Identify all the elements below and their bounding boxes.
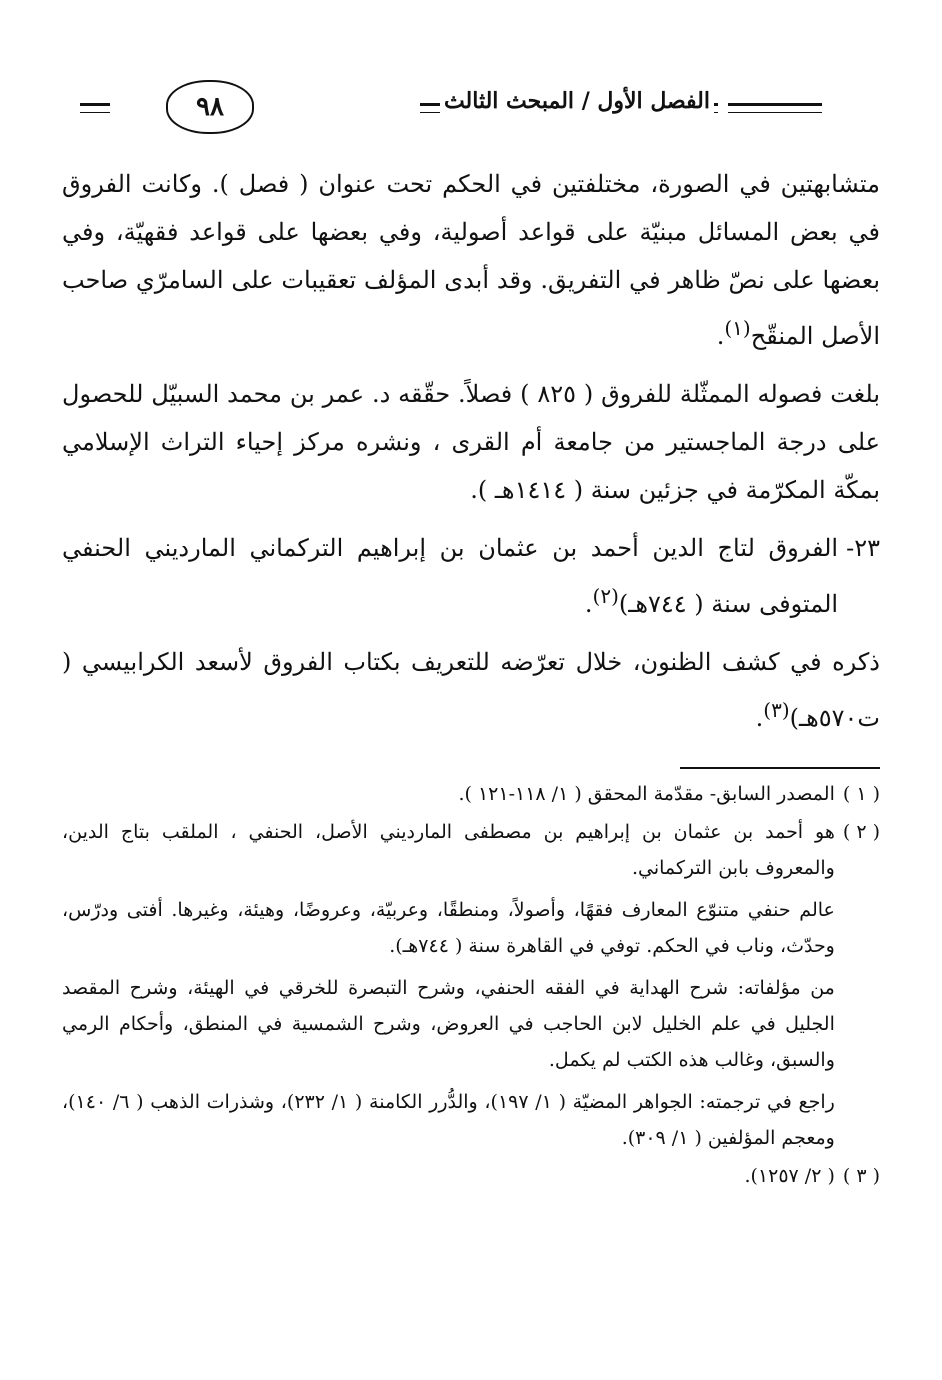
item-23-text: الفروق لتاج الدين أحمد بن عثمان بن إبراهيم التركماني المارديني الحنفي المتوفى سنة ( ٧٤٤هـ) bbox=[62, 534, 839, 618]
paragraph-1-text: متشابهتين في الصورة، مختلفتين في الحكم تحت عنوان ( فصل ). وكانت الفروق في بعض المسائل مبنيّة على قواعد أصولية، وفي بعضها على قواعد فقهيّة، وفي بعضها على نصّ ظاهر في التفريق. وقد أبدى المؤلف تعقيبات على السامرّي صاحب الأصل المنقّح bbox=[62, 170, 880, 350]
paragraph-3 bbox=[62, 638, 880, 742]
page-number: ٩٨ bbox=[166, 80, 254, 134]
header-rule-right bbox=[728, 103, 822, 113]
list-item-number: ٢٣- bbox=[846, 534, 880, 562]
footnote-body bbox=[62, 1158, 835, 1194]
list-item-23 bbox=[62, 524, 880, 628]
footnote-3-text: ( ٢/ ١٢٥٧). bbox=[744, 1165, 835, 1187]
footnotes bbox=[62, 776, 880, 1196]
footnote-2-text-3: من مؤلفاته: شرح الهداية في الفقه الحنفي، وشرح التبصرة للخرقي في الهيئة، وشرح المقصد الجليل في علم الخليل لابن الحاجب في العروض، وشرح الشمسية في المنطق، وأحكام الرمي والسبق، وغالب هذه الكتب لم يكمل. bbox=[62, 977, 835, 1071]
footnote-ref-2: (٢) bbox=[592, 584, 619, 608]
footnote-2-text-1: هو أحمد بن عثمان بن إبراهيم بن مصطفى المارديني الأصل، الحنفي ، الملقب بتاج الدين، والمعروف بابن التركماني. bbox=[62, 821, 835, 879]
paragraph-3-end: . bbox=[755, 704, 764, 732]
list-item-text bbox=[62, 524, 838, 628]
footnote-1-text: المصدر السابق- مقدّمة المحقق ( ١/ ١١٨-١٢١ ). bbox=[458, 783, 835, 805]
footnote-body bbox=[62, 776, 835, 812]
footnote-2-text-2: عالم حنفي متنوّع المعارف فقهًا، وأصولاً، ومنطقًا، وعربيّة، وعروضًا، وهيئة، وغيرها. أفتى ودرّس، وحدّث، وناب في الحكم. توفي في القاهرة سنة ( ٧٤٤هـ). bbox=[62, 899, 835, 957]
footnote-1 bbox=[62, 776, 880, 812]
footnote-3 bbox=[62, 1158, 880, 1194]
footnote-ref-1: (١) bbox=[724, 316, 751, 340]
paragraph-1 bbox=[62, 160, 880, 360]
footnote-number: ( ٣ ) bbox=[842, 1165, 880, 1187]
footnote-body bbox=[62, 814, 835, 1156]
paragraph-2: بلغت فصوله الممثّلة للفروق ( ٨٢٥ ) فصلاً. حقّقه د. عمر بن محمد السبيّل للحصول على درجة الماجستير من جامعة أم القرى ، ونشره مركز إحياء التراث الإسلامي بمكّة المكرّمة في جزئين سنة ( ١٤١٤هـ ). bbox=[62, 380, 880, 504]
footnote-2 bbox=[62, 814, 880, 1156]
page-header bbox=[60, 80, 822, 136]
footnote-2-text-4: راجع في ترجمته: الجواهر المضيّة ( ١/ ١٩٧)، والدُّرر الكامنة ( ١/ ٢٣٢)، وشذرات الذهب ( ٦/ ١٤٠)، ومعجم المؤلفين ( ١/ ٣٠٩). bbox=[62, 1091, 835, 1149]
footnote-ref-3: (٣) bbox=[763, 698, 790, 722]
main-text bbox=[62, 160, 880, 752]
item-23-end: . bbox=[584, 590, 593, 618]
footnote-number: ( ٢ ) bbox=[842, 821, 880, 843]
footnote-number: ( ١ ) bbox=[842, 783, 880, 805]
header-rule-left bbox=[80, 103, 110, 113]
footnote-separator bbox=[680, 767, 880, 769]
paragraph-3-text: ذكره في كشف الظنون، خلال تعرّضه للتعريف بكتاب الفروق لأسعد الكرابيسي ( ت٥٧٠هـ) bbox=[62, 648, 880, 732]
paragraph-1-end: . bbox=[716, 322, 725, 350]
running-title: الفصل الأول / المبحث الثالث bbox=[440, 88, 714, 114]
